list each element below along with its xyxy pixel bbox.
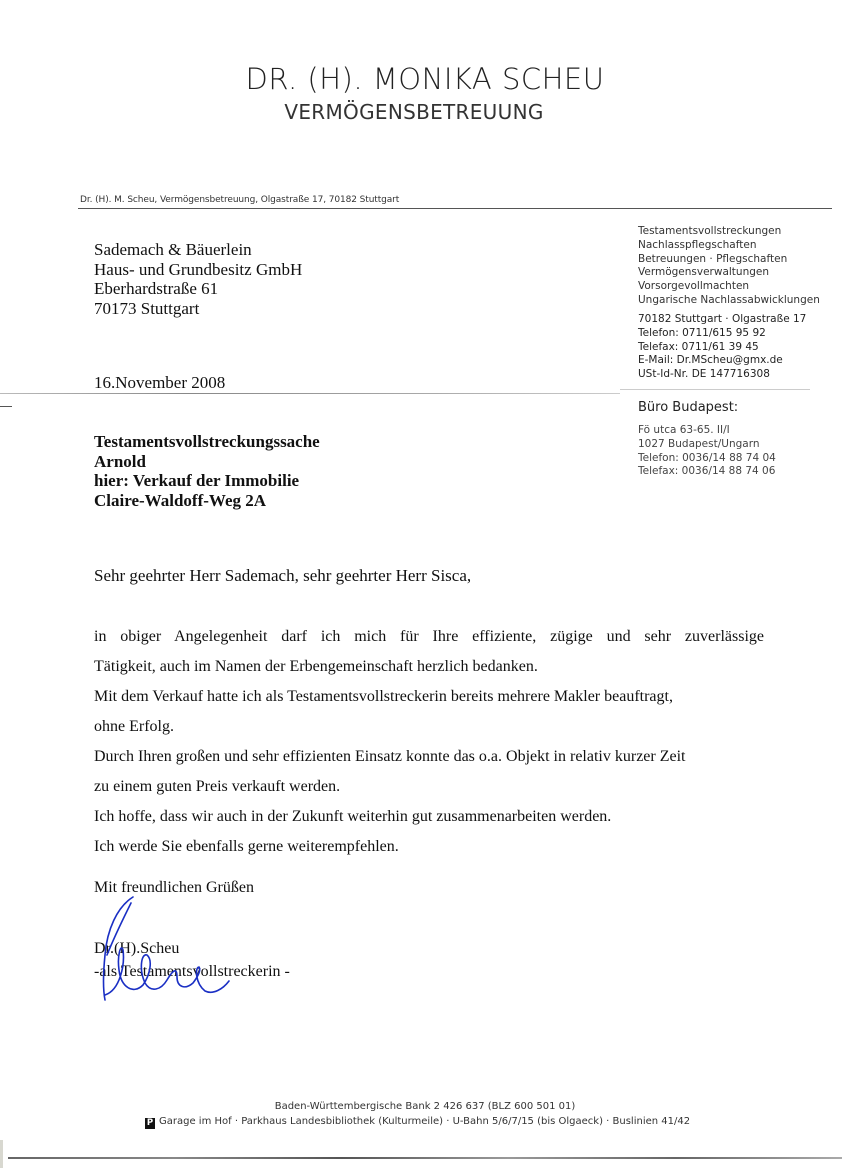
service-item: Testamentsvollstreckungen: [638, 225, 782, 237]
contact-phone: Telefon: 0711/615 95 92: [638, 326, 766, 339]
fold-line: [0, 393, 620, 394]
letterhead-name: DR. (H). MONIKA SCHEU: [245, 62, 605, 96]
contact-email: E-Mail: Dr.MScheu@gmx.de: [638, 354, 783, 367]
recipient-line: Sademach & Bäuerlein: [94, 240, 252, 259]
body-line: Ich hoffe, dass wir auch in der Zukunft weiterhin gut zusammenarbeiten werden.: [94, 808, 612, 825]
subject-block: [94, 432, 320, 510]
subject-line: Testamentsvollstreckungssache: [94, 432, 320, 451]
footer-divider: [8, 1157, 842, 1159]
budapest-office-title: Büro Budapest:: [638, 400, 739, 415]
letterhead-subtitle: VERMÖGENSBETREUUNG: [284, 100, 544, 124]
body-line: Ich werde Sie ebenfalls gerne weiterempfehlen.: [94, 838, 399, 855]
budapest-phone: Telefon: 0036/14 88 74 04: [638, 451, 776, 464]
recipient-line: 70173 Stuttgart: [94, 298, 200, 318]
budapest-office-block: [638, 424, 776, 479]
closing: Mit freundlichen Grüßen: [94, 879, 254, 896]
budapest-street: Fö utca 63-65. II/I: [638, 424, 730, 436]
fold-mark: [0, 406, 12, 407]
service-item: Betreuungen · Pflegschaften: [638, 252, 788, 265]
fold-line-right: [620, 389, 810, 390]
subject-line: Arnold: [94, 451, 146, 471]
salutation: Sehr geehrter Herr Sademach, sehr geehrter Herr Sisca,: [94, 566, 472, 585]
contact-vat-id: USt-Id-Nr. DE 147716308: [638, 368, 770, 381]
footer-transit-info: [145, 1116, 690, 1129]
recipient-line: Haus- und Grundbesitz GmbH: [94, 259, 303, 279]
header-divider: [78, 208, 832, 209]
page-edge: [0, 1140, 3, 1168]
service-item: Vermögensverwaltungen: [638, 266, 769, 279]
parking-icon: P: [146, 1118, 154, 1128]
contact-address: 70182 Stuttgart · Olgastraße 17: [638, 313, 807, 325]
signatory-role: -als Testamentsvollstreckerin -: [94, 963, 290, 980]
sender-return-line: Dr. (H). M. Scheu, Vermögensbetreuung, Olgastraße 17, 70182 Stuttgart: [80, 195, 400, 205]
body-line: zu einem guten Preis verkauft werden.: [94, 778, 341, 795]
contact-fax: Telefax: 0711/61 39 45: [638, 340, 759, 353]
transit-text: Garage im Hof · Parkhaus Landesbibliothek (Kulturmeile) · U-Bahn 5/6/7/15 (bis Olgaeck) · Buslinien 41/42: [159, 1116, 691, 1127]
subject-line: hier: Verkauf der Immobilie: [94, 471, 300, 490]
service-item: Ungarische Nachlassabwicklungen: [638, 293, 820, 306]
signature-stroke: [105, 948, 229, 995]
body-line: ohne Erfolg.: [94, 718, 174, 735]
handwritten-signature: [95, 895, 245, 1005]
letter-date: 16.November 2008: [94, 373, 226, 392]
body-line: Tätigkeit, auch im Namen der Erbengemeinschaft herzlich bedanken.: [94, 658, 538, 675]
signatory-name: Dr.(H).Scheu: [94, 940, 180, 957]
recipient-line: Eberhardstraße 61: [94, 279, 219, 298]
budapest-city: 1027 Budapest/Ungarn: [638, 437, 760, 450]
subject-line: Claire-Waldoff-Weg 2A: [94, 490, 267, 510]
letter-body: [94, 622, 764, 862]
body-line: Durch Ihren großen und sehr effizienten Einsatz konnte das o.a. Objekt in relativ kurzer Zeit: [94, 748, 686, 765]
body-line: in obiger Angelegenheit darf ich mich für Ihre effiziente, zügige und sehr zuverlässige: [94, 628, 764, 645]
footer-bank-details: Baden-Württembergische Bank 2 426 637 (BLZ 600 501 01): [274, 1101, 576, 1112]
service-item: Vorsorgevollmachten: [638, 280, 750, 293]
budapest-fax: Telefax: 0036/14 88 74 06: [638, 465, 776, 478]
contact-block: [638, 313, 806, 382]
recipient-address: [94, 240, 302, 318]
services-list: [638, 225, 820, 308]
signature-stroke: [104, 897, 134, 1000]
service-item: Nachlasspflegschaften: [638, 238, 757, 251]
body-line: Mit dem Verkauf hatte ich als Testamentsvollstreckerin bereits mehrere Makler beauftragt,: [94, 688, 673, 705]
